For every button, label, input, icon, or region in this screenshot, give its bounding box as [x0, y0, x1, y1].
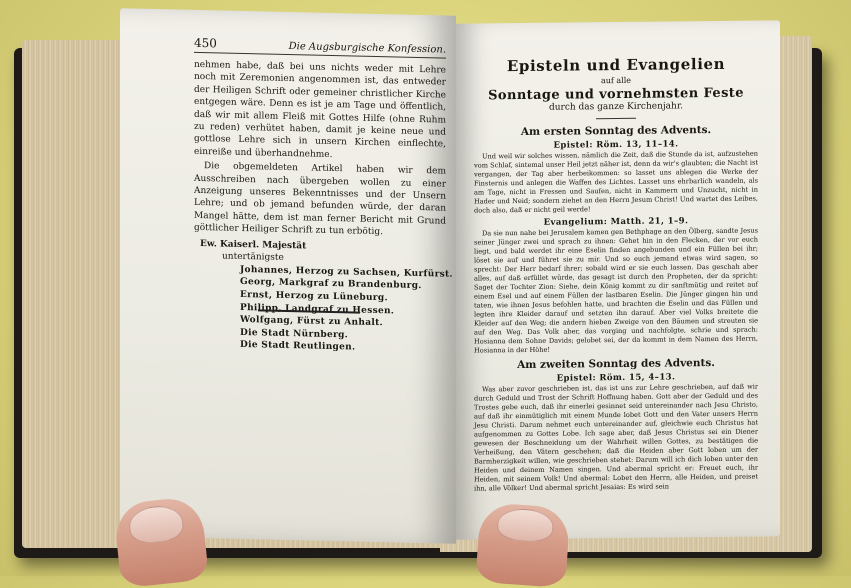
signature-heading: Ew. Kaiserl. Majestät [200, 238, 307, 252]
paragraph: nehmen habe, daß bei uns nichts weder mit Lehre noch mit Zeremonien angenommen ist, das entweder der Heiligen Schrift oder gemeiner christlicher Kirche entgegen wäre. Denn es ist je am Tage und öffentlich, daß wir mit allem Fleiß mit Gottes Hilfe (ohne Ruhm zu reden) verhütet haben, damit je keine neue und gottlose Lehre sich in unsern Kirchen einflechte, einreiße und überhandnehme. [194, 59, 446, 160]
reading-text: Da sie nun nahe bei Jerusalem kamen gen Bethphage an den Ölberg, sandte Jesus seiner Jünger zwei und sprach zu ihnen: Gehet hin in den Flecken, der vor euch liegt, und bald werdet ihr eine Eselin finden angebunden und ein Füllen bei ihr; löset sie auf und führet sie zu mir. Und so euch jemand etwas wird sagen, so sprecht: Der Herr bedarf ihrer; sobald wird er sie euch lassen. Das geschah aber alles, auf daß erfüllet würde, das gesagt ist durch den Propheten, der da spricht: Saget der Tochter Zion: Siehe, dein König kommt zu dir sanftmütig und reitet auf einem Esel und auf einem Füllen der lastbaren Eselin. Die Jünger gingen hin und taten, wie ihnen Jesus befohlen hatte, und brachten die Eselin und das Füllen und legten ihre Kleider darauf und setzten ihn darauf. Aber viel Volks breitete die Kleider auf den Weg; die andern hieben Zweige von den Bäumen und streuten sie auf den Weg. Das Volk aber, das vorging und nachfolgte, schrie und sprach: Hosianna dem Sohne Davids; gelobet sei, der da kommt in dem Namen des Herrn, Hosianna in der Höhe! [474, 226, 758, 355]
signatory: Die Stadt Reutlingen. [240, 340, 356, 353]
thumbnail-nail [496, 507, 554, 543]
right-thumb [475, 502, 570, 588]
paragraph: Die obgemeldeten Artikel haben wir dem Ausschreiben nach übergeben wollen zu einer Anzeigung unseres Bekenntnisses und der Unsern Lehre; und ob jemand befunden würde, der daran Mangel hätte, dem ist man ferner Bericht mit Grund göttlicher Heiliger Schrift zu tun erbötig. [194, 161, 446, 238]
title-rule [596, 118, 636, 119]
left-page-content [194, 35, 453, 357]
signatory: Die Stadt Nürnberg. [240, 327, 349, 341]
page-title: Episteln und Evangelien [506, 54, 726, 76]
page-title-line2: Sonntage und vornehmsten Feste [488, 85, 744, 104]
signatory: Philipp, Landgraf zu Hessen. [240, 302, 395, 317]
title-connector: auf alle [600, 75, 632, 86]
reading-label: Evangelium: Matth. 21, 1–9. [543, 216, 689, 228]
page-number: 450 [194, 35, 217, 51]
signatory: Wolfgang, Fürst zu Anhalt. [240, 315, 383, 329]
right-page [456, 20, 780, 539]
signatory: Johannes, Herzog zu Sachsen, Kurfürst. [240, 264, 453, 280]
signatory: Georg, Markgraf zu Brandenburg. [240, 277, 422, 292]
signature-block [194, 238, 453, 357]
thumbnail-nail [127, 504, 184, 545]
running-head [194, 36, 446, 59]
reading-label: Epistel: Röm. 13, 11–14. [553, 139, 679, 151]
reading-text: Und weil wir solches wissen, nämlich die Zeit, daß die Stunde da ist, aufzustehen vom Schlaf, sintemal unser Heil jetzt näher ist, denn da wir's glaubten; die Nacht ist vergangen, der Tag aber herbeikommen: so lasset uns ablegen die Werke der Finsternis und anlegen die Waffen des Lichtes. Lasset uns ehrbarlich wandeln, als am Tage, nicht in Fressen und Saufen, nicht in Kammern und Unzucht, nicht in Hader und Neid; sondern ziehet an den Herrn Jesum Christ! Und wartet des Leibes, doch also, daß er nicht geil werde! [474, 149, 758, 215]
reading-label: Epistel: Röm. 15, 4–13. [556, 372, 676, 384]
signatory: Ernst, Herzog zu Lüneburg. [240, 289, 388, 304]
page-subtitle: durch das ganze Kirchenjahr. [548, 101, 683, 113]
right-page-content [474, 55, 758, 494]
running-head-title: Die Augsburgische Konfession. [288, 41, 446, 56]
reading-text: Was aber zuvor geschrieben ist, das ist uns zur Lehre geschrieben, auf daß wir durch Geduld und Trost der Schrift Hoffnung haben. Gott aber der Geduld und des Trostes gebe euch, daß ihr einerlei gesinnet seid untereinander nach Jesu Christo, auf daß ihr einmütiglich mit einem Munde lobet Gott und den Vater unsers Herrn Jesu Christi. Darum nehmet euch untereinander auf, gleichwie euch Christus hat aufgenommen zu Gottes Lobe. Ich sage aber, daß Jesus Christus sei ein Diener gewesen der Beschneidung um der Wahrheit willen Gottes, zu bestätigen die Verheißung, den Vätern geschehen; daß die Heiden aber Gott loben um der Barmherzigkeit willen, wie geschrieben stehet: Darum will ich dich loben unter den Heiden und deinem Namen singen. Und abermal spricht er: Freuet euch, ihr Heiden, mit seinem Volk! Und abermal: Lobet den Herrn, alle Heiden, und preiset ihn, alle Völker! Und abermal spricht Jesaias: Es wird sein [474, 382, 758, 493]
section-heading: Am ersten Sonntag des Advents. [520, 124, 712, 139]
left-body-text [194, 59, 446, 240]
signature-subheading: untertänigste [222, 251, 284, 264]
left-page [120, 8, 456, 544]
section-heading: Am zweiten Sonntag des Advents. [517, 356, 715, 372]
